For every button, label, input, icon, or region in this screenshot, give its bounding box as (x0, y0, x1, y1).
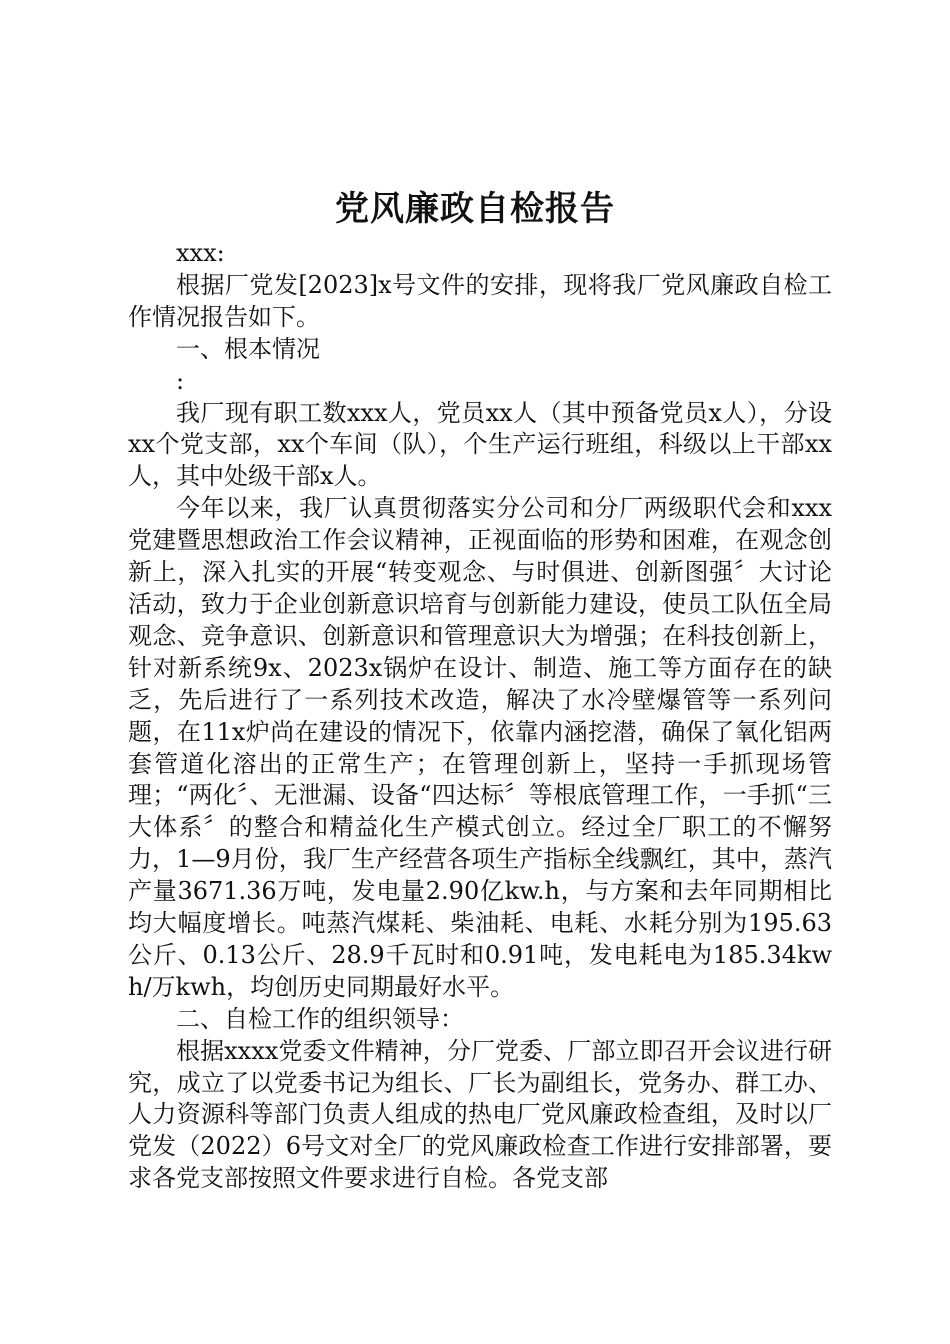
paragraph-progress: 今年以来，我厂认真贯彻落实分公司和分厂两级职代会和xxx党建暨思想政治工作会议精神，正视面临的形势和困难，在观念创新上，深入扎实的开展“转变观念、与时俱进、创新图强〞大讨论活动，致力于企业创新意识培育与创新能力建设，使员工队伍全局观念、竞争意识、创新意识和管理意识大为增强；在科技创新上，针对新系统9x、2023x锅炉在设计、制造、施工等方面存在的缺乏，先后进行了一系列技术改造，解决了水冷壁爆管等一系列问题，在11x炉尚在建设的情况下，依靠内涵挖潜，确保了氧化铝两套管道化溶出的正常生产；在管理创新上，坚持一手抓现场管理；“两化〞、无泄漏、设备“四达标〞等根底管理工作，一手抓“三大体系〞的整合和精益化生产模式创立。经过全厂职工的不懈努力，1—9月份，我厂生产经营各项生产指标全线飘红，其中，蒸汽产量3671.36万吨，发电量2.90亿kw.h，与方案和去年同期相比均大幅度增长。吨蒸汽煤耗、柴油耗、电耗、水耗分别为195.63公斤、0.13公斤、28.9千瓦时和0.91吨，发电耗电为185.34kwh/万kwh，均创历史同期最好水平。 (128, 494, 832, 1001)
document-title: 党风廉政自检报告 (335, 189, 615, 229)
intro-paragraph: 根据厂党发[2023]x号文件的安排，现将我厂党风廉政自检工作情况报告如下。 (128, 270, 832, 331)
colon-line: : (176, 366, 185, 395)
document-body (128, 238, 832, 1195)
paragraph-staff: 我厂现有职工数xxx人，党员xx人（其中预备党员x人），分设xx个党支部，xx个车间（队），个生产运行班组，科级以上干部xx人，其中处级干部x人。 (128, 398, 832, 491)
paragraph-organization: 根据xxxx党委文件精神，分厂党委、厂部立即召开会议进行研究，成立了以党委书记为组长、厂长为副组长，党务办、群工办、人力资源科等部门负责人组成的热电厂党风廉政检查组，及时以厂党发（2022）6号文对全厂的党风廉政检查工作进行安排部署，要求各党支部按照文件要求进行自检。各党支部 (128, 1036, 832, 1193)
salutation: xxx: (176, 239, 225, 267)
section-heading-basic: 一、根本情况 (176, 334, 320, 363)
section-heading-organization: 二、自检工作的组织领导： (176, 1004, 464, 1033)
